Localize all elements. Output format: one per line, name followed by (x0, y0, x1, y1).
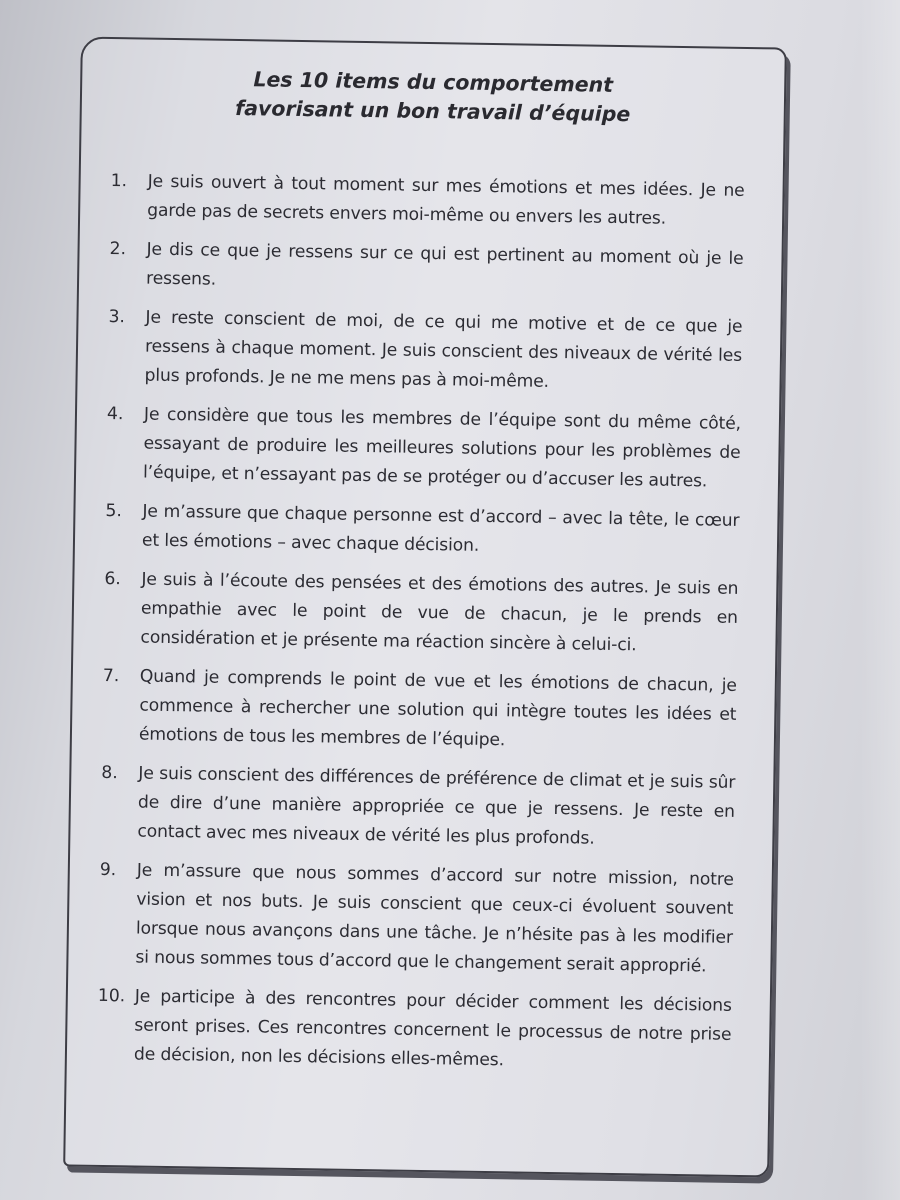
list-item (107, 303, 742, 400)
box-title-line-2: favorisant un bon travail d’équipe (235, 95, 631, 127)
list-item (97, 982, 732, 1079)
page-edge (860, 0, 900, 1200)
item-number: 6. (104, 568, 121, 590)
item-text: Je participe à des rencontres pour décider comment les décisions seront prises. Ces rencontres concernent le processus de notre prise de décision, non les décisions elles-mêmes. (133, 986, 732, 1071)
item-text: Je suis conscient des différences de préférence de climat et je suis sûr de dire d’une manière appropriée ce que je ressens. Je reste en contact avec mes niveaux de vérité les plus profonds. (137, 763, 736, 849)
item-text: Je m’assure que chaque personne est d’accord – avec la tête, le cœur et les émotions – avec chaque décision. (141, 501, 740, 556)
list-item (98, 856, 734, 982)
list-item (100, 759, 735, 856)
list-item (110, 167, 745, 235)
item-text: Je reste conscient de moi, de ce qui me motive et de ce que je ressens à chaque moment. Je suis conscient des niveaux de vérité les plus profonds. Je ne me mens pas à moi-même. (144, 307, 743, 392)
item-number: 8. (101, 762, 118, 784)
list-item (102, 662, 737, 759)
item-text: Je suis ouvert à tout moment sur mes émotions et mes idées. Je ne garde pas de secrets envers moi-même ou envers les autres. (147, 171, 745, 229)
item-number: 4. (106, 403, 124, 425)
item-number: 5. (105, 500, 123, 522)
item-number: 3. (108, 306, 126, 328)
box-title (122, 63, 745, 131)
item-text: Je dis ce que je ressens sur ce qui est pertinent au moment où je le ressens. (145, 239, 744, 290)
item-text: Quand je comprends le point de vue et les émotions de chacun, je commence à rechercher une solution qui intègre toutes les idées et émotions de tous les membres de l’équipe. (138, 666, 737, 751)
item-number: 9. (99, 859, 117, 881)
item-text: Je considère que tous les membres de l’équipe sont du même côté, essayant de produire les meilleures solutions pour les problèmes de l’équipe, et n’essayant pas de se protéger ou d’accuser les autres. (142, 404, 742, 492)
item-number: 1. (110, 171, 128, 192)
list-item (106, 400, 741, 497)
list-item (103, 565, 738, 662)
item-list (67, 167, 783, 1080)
item-number: 7. (102, 665, 120, 687)
item-number: 2. (109, 239, 127, 260)
list-item (105, 497, 740, 565)
item-text: Je m’assure que nous sommes d’accord sur notre mission, notre vision et nos buts. Je suis conscient que ceux-ci évoluent souvent lorsque nous avançons dans une tâche. Je n’hésite pas à les modifier si nous sommes tous d’accord que le changement serait approprié. (135, 860, 734, 977)
item-number: 10. (97, 985, 126, 1007)
item-text: Je suis à l’écoute des pensées et des émotions des autres. Je suis en empathie avec le point de vue de chacun, je le prends en considération et je présente ma réaction sincère à celui-ci. (140, 569, 739, 656)
list-item (109, 235, 744, 303)
box-title-line-1: Les 10 items du comportement (253, 67, 614, 97)
framed-box (63, 37, 787, 1178)
